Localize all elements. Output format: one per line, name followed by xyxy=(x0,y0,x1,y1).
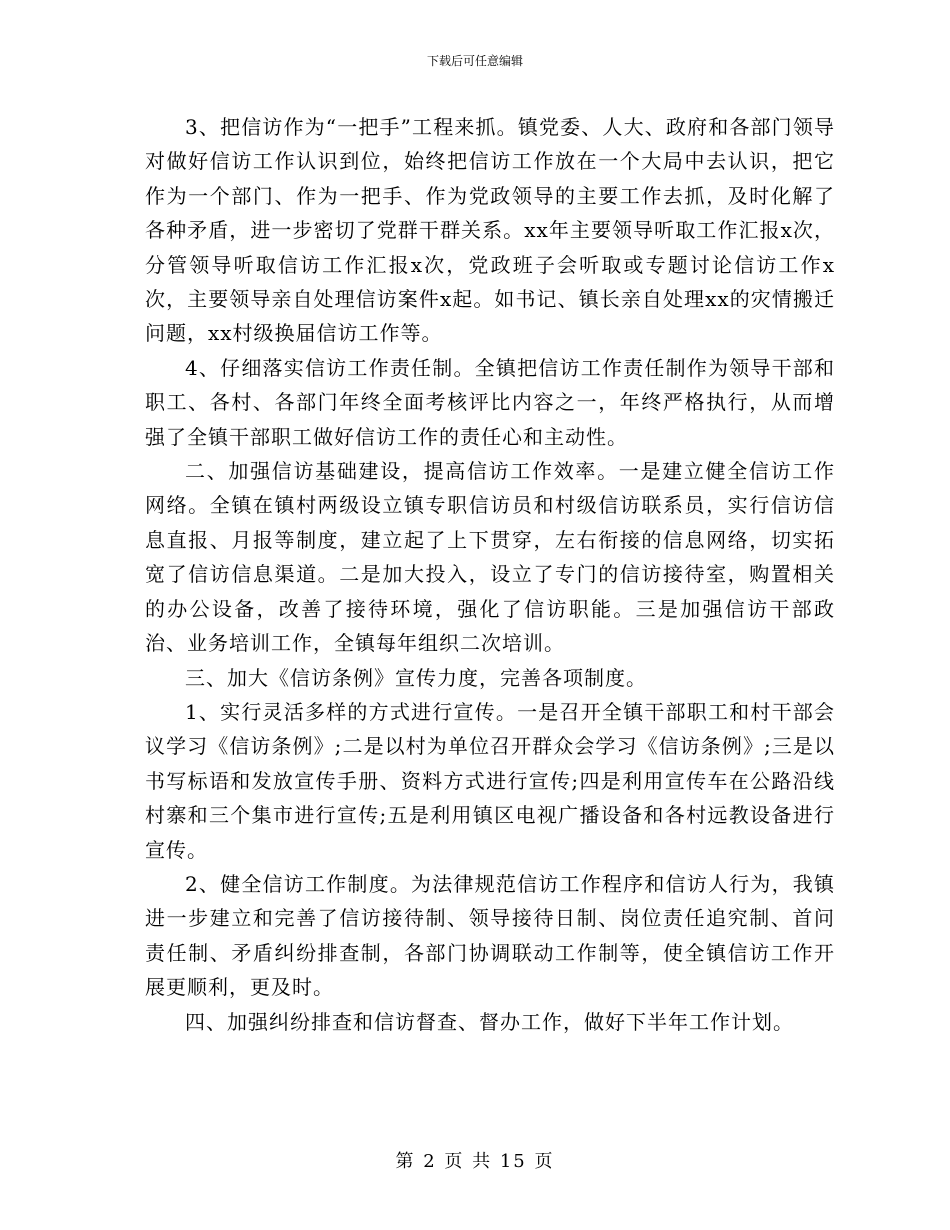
paragraph-item-1-publicity: 1、实行灵活多样的方式进行宣传。一是召开全镇干部职工和村干部会议学习《信访条例》;二是以村为单位召开群众会学习《信访条例》;三是以书写标语和发放宣传手册、资料方式进行宣传;四是利用宣传车在公路沿线村寨和三个集市进行宣传;五是利用镇区电视广播设备和各村远教设备进行宣传。 xyxy=(145,699,835,862)
paragraph-section-3-heading: 三、加大《信访条例》宣传力度，完善各项制度。 xyxy=(185,665,647,690)
page-number-footer: 第 2 页 共 15 页 xyxy=(395,1151,555,1172)
document-body xyxy=(145,110,835,1039)
paragraph-item-2-systems: 2、健全信访工作制度。为法律规范信访工作程序和信访人行为，我镇进一步建立和完善了信访接待制、领导接待日制、岗位责任追究制、首问责任制、矛盾纠纷排查制，各部门协调联动工作制等，使全镇信访工作开展更顺利，更及时。 xyxy=(145,871,835,1000)
paragraph-item-3-leadership: 3、把信访作为“一把手”工程来抓。镇党委、人大、政府和各部门领导对做好信访工作认识到位，始终把信访工作放在一个大局中去认识，把它作为一个部门、作为一把手、作为党政领导的主要工作去抓，及时化解了各种矛盾，进一步密切了党群干群关系。xx年主要领导听取工作汇报x次，分管领导听取信访工作汇报x次，党政班子会听取或专题讨论信访工作x次，主要领导亲自处理信访案件x起。如书记、镇长亲自处理xx的灾情搬迁问题，xx村级换届信访工作等。 xyxy=(145,115,835,346)
paragraph-item-4-responsibility: 4、仔细落实信访工作责任制。全镇把信访工作责任制作为领导干部和职工、各村、各部门年终全面考核评比内容之一，年终严格执行，从而增强了全镇干部职工做好信访工作的责任心和主动性。 xyxy=(145,355,835,449)
paragraph-section-2-infrastructure: 二、加强信访基础建设，提高信访工作效率。一是建立健全信访工作网络。全镇在镇村两级设立镇专职信访员和村级信访联系员，实行信访信息直报、月报等制度，建立起了上下贯穿，左右衔接的信息网络，切实拓宽了信访信息渠道。二是加大投入，设立了专门的信访接待室，购置相关的办公设备，改善了接待环境，强化了信访职能。三是加强信访干部政治、业务培训工作，全镇每年组织二次培训。 xyxy=(145,459,835,656)
page-header: 下载后可任意编辑 xyxy=(426,54,523,68)
paragraph-section-4-heading: 四、加强纠纷排查和信访督查、督办工作，做好下半年工作计划。 xyxy=(185,1009,794,1034)
